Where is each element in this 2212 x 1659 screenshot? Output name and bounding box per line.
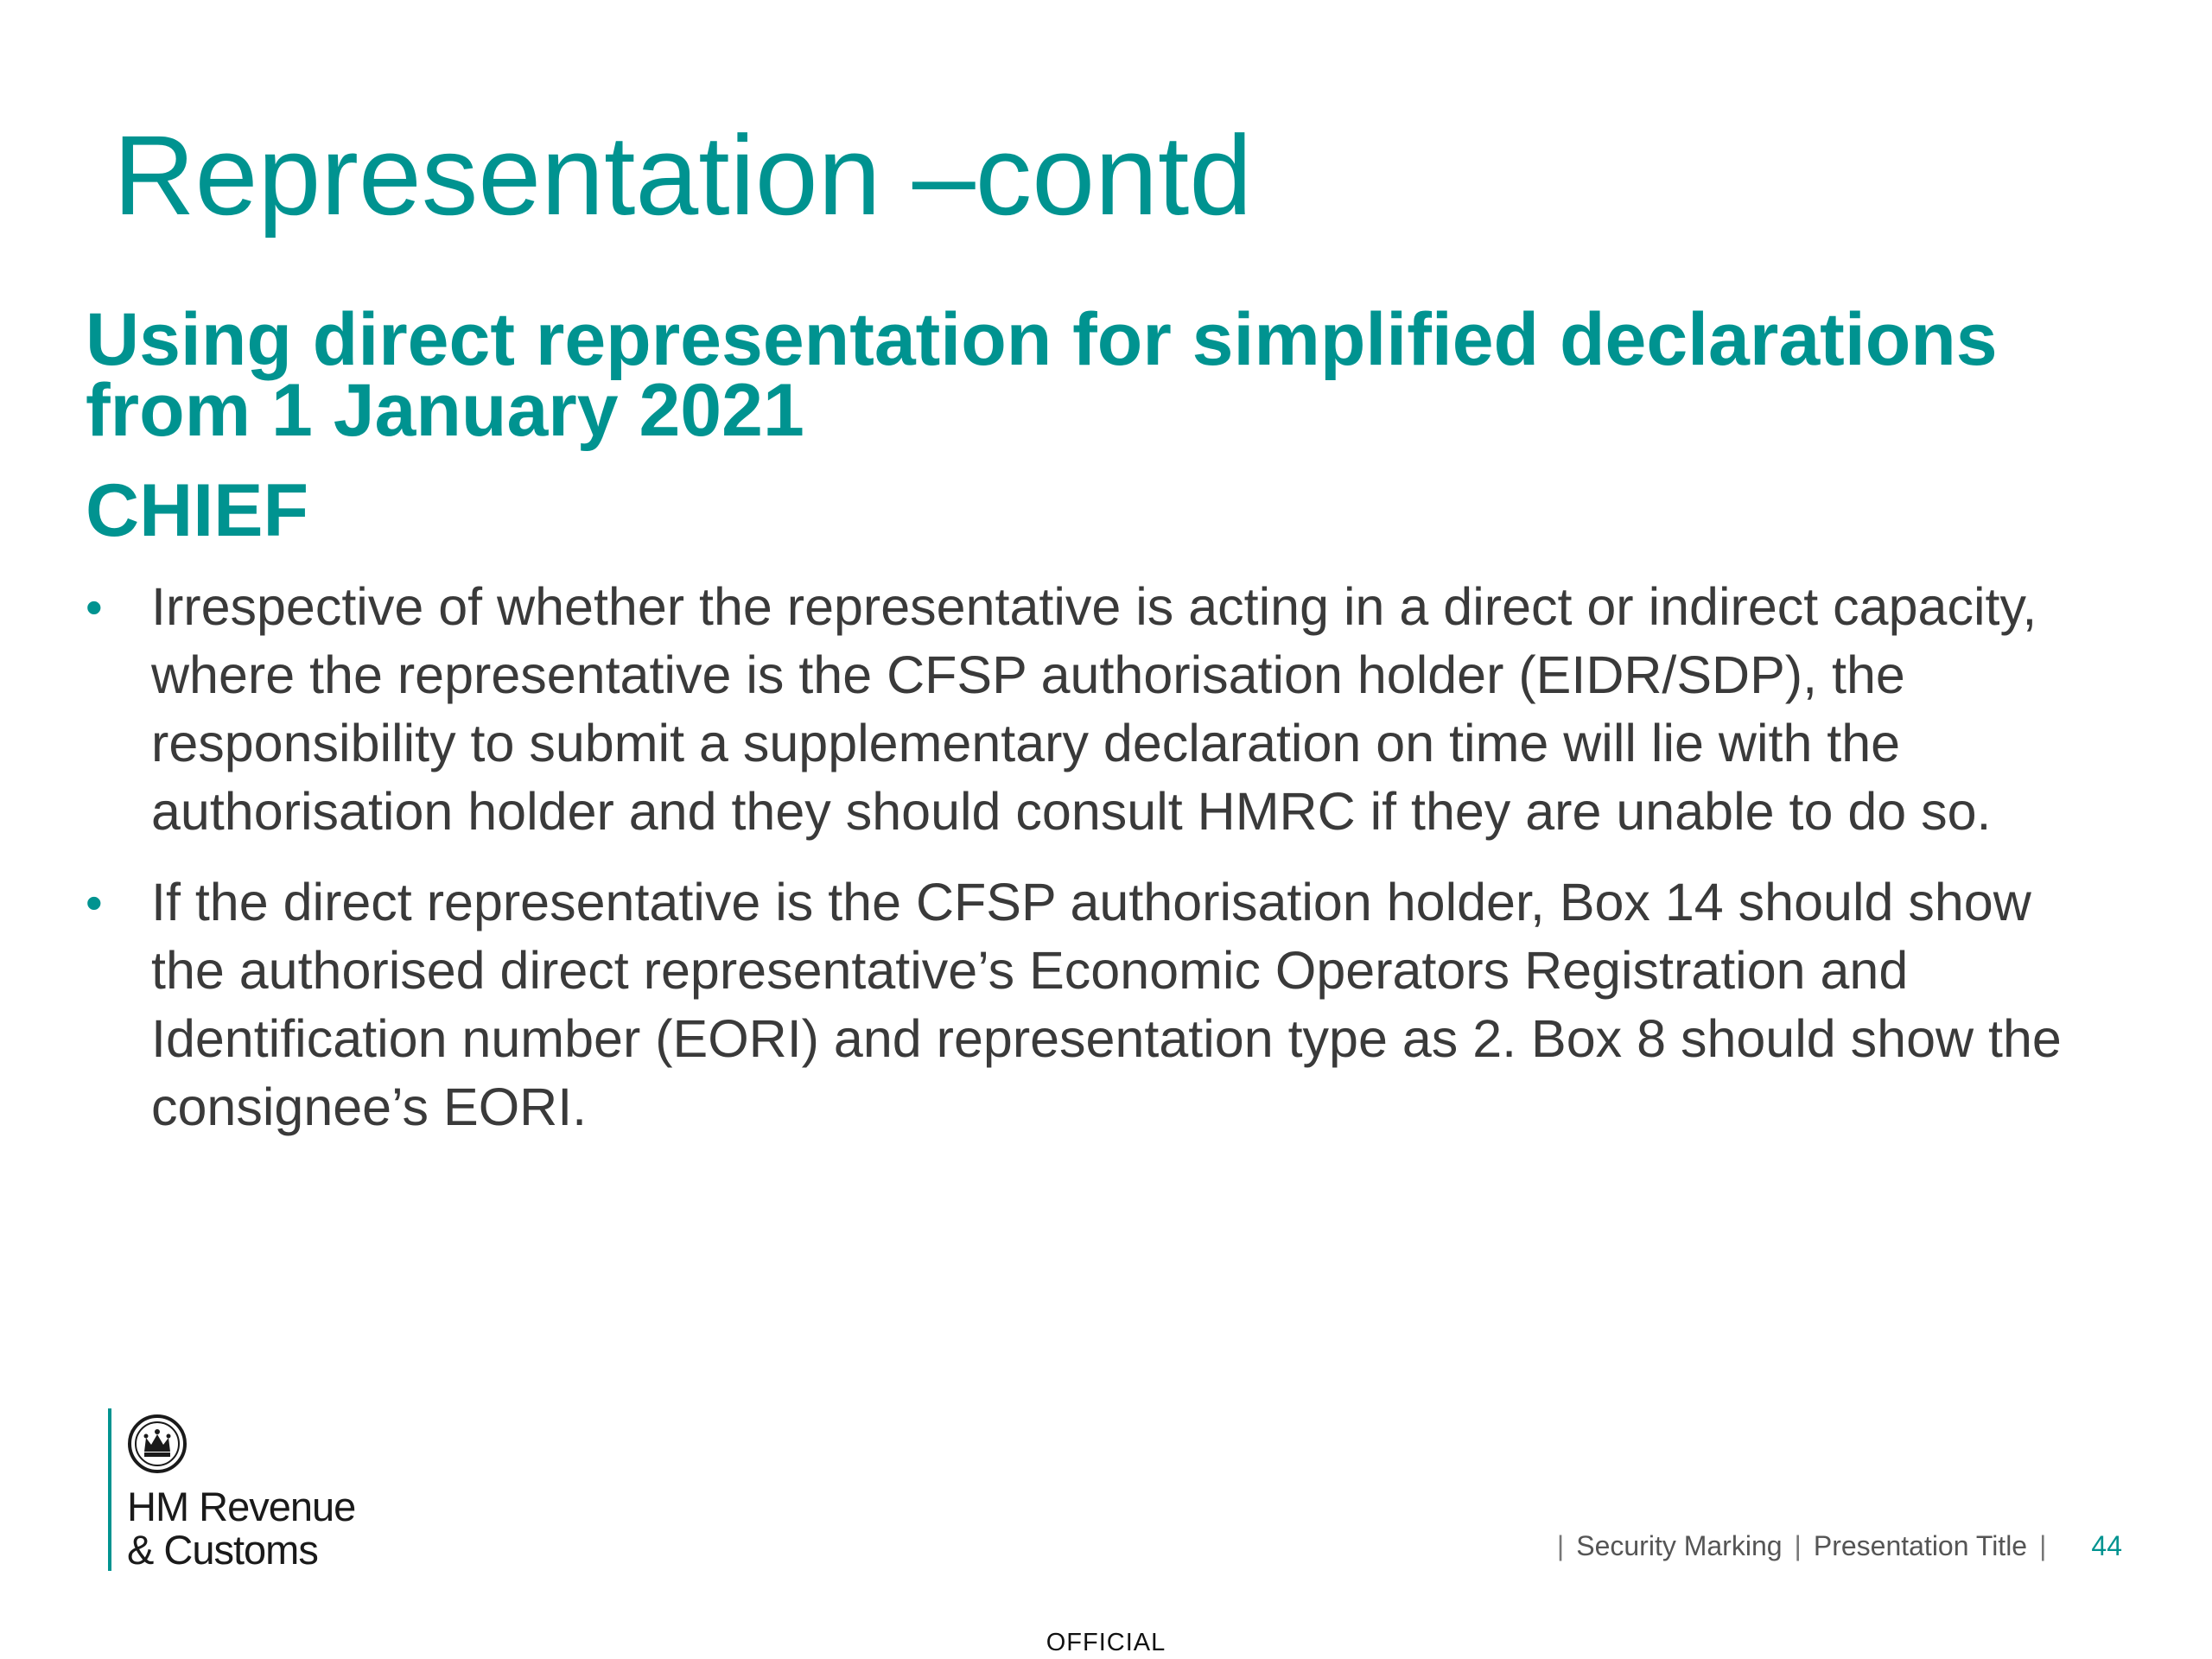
- bullet-text: Irrespective of whether the representative is acting in a direct or indirect capacity, where the representative is the CFSP authorisation holder (EIDR/SDP), the responsibility to submit a supplementary declaration on time will lie with the authorisation holder and they should consult HMRC if they are unable to do so.: [151, 577, 2037, 841]
- footer-separator: |: [1556, 1530, 1565, 1561]
- bullet-list: [86, 573, 2090, 1164]
- slide-title: Representation –contd: [113, 111, 1253, 238]
- hmrc-logo: [108, 1408, 355, 1571]
- security-marking: Security Marking: [1576, 1530, 1783, 1561]
- bullet-text: If the direct representative is the CFSP authorisation holder, Box 14 should show the authorised direct representative’s Economic Operators Registration and Identification number (EORI) and representation type as 2. Box 8 should show the consignee’s EORI.: [151, 873, 2062, 1136]
- bullet-item: [86, 573, 2090, 846]
- bullet-marker: •: [86, 580, 103, 634]
- bullet-marker: •: [86, 875, 103, 930]
- bullet-item: [86, 868, 2090, 1141]
- footer-separator: |: [2039, 1530, 2047, 1561]
- logo-line-2: & Customs: [127, 1527, 318, 1573]
- presentation-title: Presentation Title: [1813, 1530, 2028, 1561]
- footer-separator: |: [1794, 1530, 1802, 1561]
- crown-crest-icon: [127, 1414, 188, 1474]
- footer-meta: [1545, 1529, 2122, 1563]
- page-number: 44: [2091, 1530, 2122, 1561]
- section-label: CHIEF: [86, 469, 308, 552]
- classification-label: OFFICIAL: [1046, 1629, 1166, 1656]
- logo-line-1: HM Revenue: [127, 1484, 356, 1529]
- slide-subtitle: Using direct representation for simplified declarations from 1 January 2021: [86, 298, 1998, 452]
